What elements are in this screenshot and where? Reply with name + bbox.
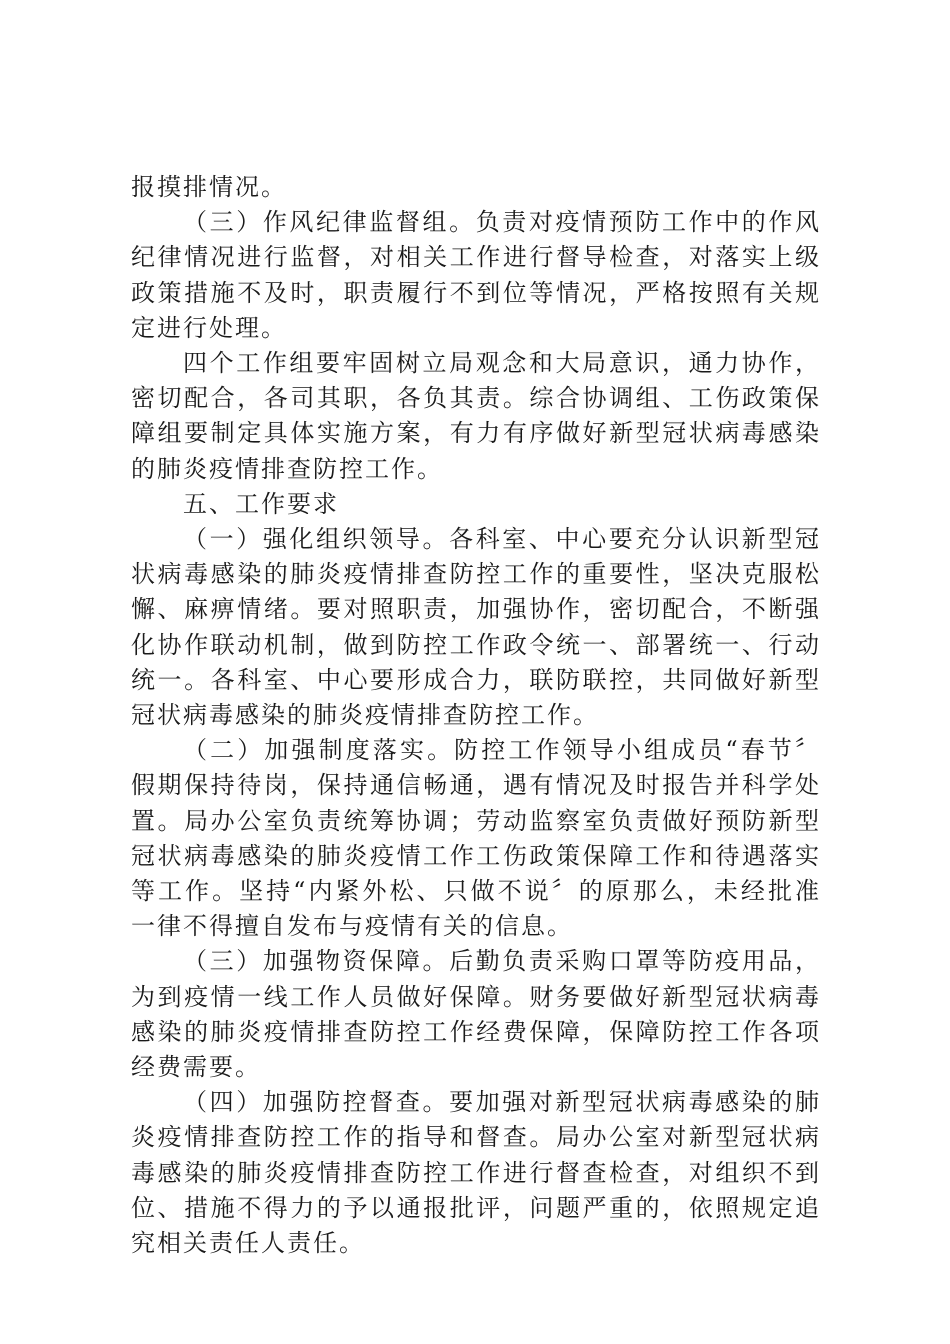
paragraph-continuation: 报摸排情况。 xyxy=(131,173,287,201)
paragraph-working-groups: 四个工作组要牢固树立局观念和大局意识，通力协作，密切配合，各司其职，各负其责。综合协调组、工伤政策保障组要制定具体实施方案，有力有序做好新型冠状病毒感染的肺炎疫情排查防控工作。 xyxy=(131,349,821,483)
paragraph-organization-leadership: （一）强化组织领导。各科室、中心要充分认识新型冠状病毒感染的肺炎疫情排查防控工作的重要性，坚决克服松懈、麻痹情绪。要对照职责，加强协作，密切配合，不断强化协作联动机制，做到防控工作政令统一、部署统一、行动统一。各科室、中心要形成合力，联防联控，共同做好新型冠状病毒感染的肺炎疫情排查防控工作。 xyxy=(131,525,821,730)
paragraph-discipline-group: （三）作风纪律监督组。负责对疫情预防工作中的作风纪律情况进行监督，对相关工作进行督导检查，对落实上级政策措施不及时，职责履行不到位等情况，严格按照有关规定进行处理。 xyxy=(131,208,821,342)
paragraph-material-support: （三）加强物资保障。后勤负责采购口罩等防疫用品，为到疫情一线工作人员做好保障。财务要做好新型冠状病毒感染的肺炎疫情排查防控工作经费保障，保障防控工作各项经费需要。 xyxy=(131,947,821,1082)
paragraph-system-implementation: （二）加强制度落实。防控工作领导小组成员“春节〞假期保持待岗，保持通信畅通，遇有情况及时报告并科学处置。局办公室负责统筹协调；劳动监察室负责做好预防新型冠状病毒感染的肺炎疫情工作工伤政策保障工作和待遇落实等工作。坚持“内紧外松、只做不说〞的原那么，未经批准一律不得擅自发布与疫情有关的信息。 xyxy=(131,736,821,941)
section-heading-work-requirements: 五、工作要求 xyxy=(183,489,339,518)
document-body xyxy=(131,170,821,1261)
paragraph-prevention-supervision: （四）加强防控督查。要加强对新型冠状病毒感染的肺炎疫情排查防控工作的指导和督查。局办公室对新型冠状病毒感染的肺炎疫情排查防控工作进行督查检查，对组织不到位、措施不得力的予以通报批评，问题严重的，依照规定追究相关责任人责任。 xyxy=(131,1088,821,1258)
